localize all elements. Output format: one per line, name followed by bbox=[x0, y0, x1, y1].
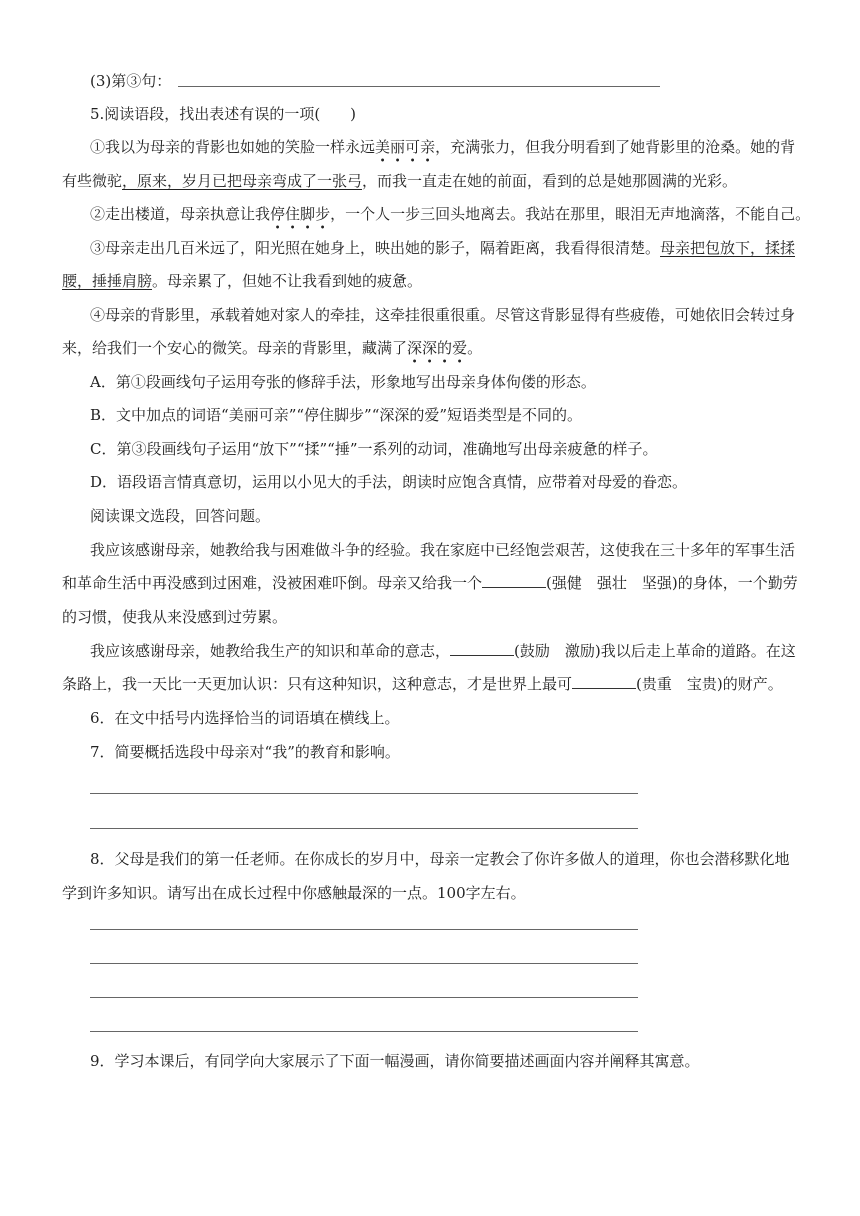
reading-paraA-line3: 的习惯，使我从来没感到过劳累。 bbox=[62, 608, 288, 626]
q5-para4-line1: ④母亲的背影里，承载着她对家人的牵挂，这牵挂很重很重。尽管这背影显得有些疲倦，可她依旧会转过身 bbox=[90, 306, 796, 324]
dotted-char: 深 bbox=[407, 339, 423, 357]
text-run: 和革命生活中再没感到过困难，没被困难吓倒。母亲又给我一个 bbox=[62, 574, 483, 592]
dotted-char: 丽 bbox=[390, 138, 406, 156]
dotted-char: 可 bbox=[405, 138, 421, 156]
q7-stem: 7．简要概括选段中母亲对“我”的教育和影响。 bbox=[90, 743, 400, 761]
q8-answer-line-3[interactable] bbox=[90, 997, 638, 998]
text-run: (鼓励 激励)我以后走上革命的道路。在这 bbox=[514, 642, 796, 660]
dotted-char: 步 bbox=[315, 205, 331, 223]
fill-blank-2[interactable] bbox=[450, 641, 514, 656]
text-run: 我应该感谢母亲，她教给我生产的知识和革命的意志， bbox=[90, 642, 451, 660]
fill-blank-1[interactable] bbox=[482, 573, 546, 588]
text-run: ，充满张力，但我分明看到了她背影里的沧桑。她的背 bbox=[435, 138, 796, 156]
q8-stem-line1: 8．父母是我们的第一任老师。在你成长的岁月中，母亲一定教会了你许多做人的道理，你也会潜移默化地 bbox=[90, 850, 790, 868]
dotted-char: 亲 bbox=[420, 138, 436, 156]
q5-option-d[interactable]: D．语段语言情真意切，运用以小见大的手法，朗读时应饱含真情，应带着对母爱的眷恋。 bbox=[90, 473, 688, 491]
q5-para1-line2 bbox=[62, 170, 737, 192]
reading-paraB-line2 bbox=[62, 673, 783, 695]
text-run: ③母亲走出几百米远了，阳光照在她身上，映出她的影子，隔着距离，我看得很清楚。 bbox=[90, 239, 661, 257]
text-run: 。 bbox=[467, 339, 483, 357]
reading-paraB-line1 bbox=[90, 640, 796, 662]
underlined-sentence: 母亲把包放下，揉揉 bbox=[660, 239, 796, 257]
reading-paraA-line2 bbox=[62, 572, 798, 594]
q8-answer-line-1[interactable] bbox=[90, 929, 638, 930]
q5-option-c[interactable]: C．第③段画线句子运用“放下”“揉”“捶”一系列的动词，准确地写出母亲疲惫的样子。 bbox=[90, 440, 658, 458]
q5-option-a[interactable]: A．第①段画线句子运用夸张的修辞手法，形象地写出母亲身体佝偻的形态。 bbox=[90, 373, 596, 391]
text-run: 来，给我们一个安心的微笑。母亲的背影里，藏满了 bbox=[62, 339, 408, 357]
q5-para1-line1 bbox=[90, 136, 795, 158]
text-run: ①我以为母亲的背影也如她的笑脸一样永远 bbox=[90, 138, 376, 156]
text-run: ②走出楼道，母亲执意让我 bbox=[90, 205, 271, 223]
q7-answer-line-2[interactable] bbox=[90, 828, 638, 829]
text-run: 。母亲累了，但她不让我看到她的疲惫。 bbox=[152, 272, 423, 290]
text-run: ，而我一直走在她的前面，看到的总是她那圆满的光彩。 bbox=[362, 172, 738, 190]
q5-para4-line2 bbox=[62, 337, 482, 359]
q5-para3-line2 bbox=[62, 270, 422, 292]
q4-item3-label: (3)第③句： bbox=[90, 72, 172, 90]
q5-para2 bbox=[90, 203, 810, 225]
dotted-char: 的 bbox=[437, 339, 453, 357]
dotted-char: 脚 bbox=[300, 205, 316, 223]
text-run: 有些微驼 bbox=[62, 172, 123, 190]
q5-option-b[interactable]: B．文中加点的词语“美丽可亲”“停住脚步”“深深的爱”短语类型是不同的。 bbox=[90, 406, 583, 424]
reading-intro: 阅读课文选段，回答问题。 bbox=[90, 507, 271, 525]
fill-blank-3[interactable] bbox=[572, 674, 636, 689]
q8-stem-line2: 学到许多知识。请写出在成长过程中你感触最深的一点。100字左右。 bbox=[62, 884, 526, 902]
q4-item3-answer-line[interactable] bbox=[178, 86, 660, 87]
dotted-char: 美 bbox=[375, 138, 391, 156]
q5-stem: 5.阅读语段，找出表述有误的一项( ) bbox=[90, 105, 357, 123]
q7-answer-line-1[interactable] bbox=[90, 793, 638, 794]
text-run: (强健 强壮 坚强)的身体，一个勤劳 bbox=[546, 574, 798, 592]
q5-para3-line1 bbox=[90, 237, 795, 259]
reading-paraA-line1: 我应该感谢母亲，她教给我与困难做斗争的经验。我在家庭中已经饱尝艰苦，这使我在三十多年的军事生活 bbox=[90, 541, 796, 559]
dotted-char: 爱 bbox=[452, 339, 468, 357]
q6-stem: 6．在文中括号内选择恰当的词语填在横线上。 bbox=[90, 709, 400, 727]
q9-stem: 9．学习本课后，有同学向大家展示了下面一幅漫画，请你简要描述画面内容并阐释其寓意。 bbox=[90, 1052, 700, 1070]
dotted-char: 住 bbox=[285, 205, 301, 223]
text-run: ，一个人一步三回头地离去。我站在那里，眼泪无声地滴落，不能自己。 bbox=[330, 205, 811, 223]
underlined-sentence: ，原来，岁月已把母亲弯成了一张弓 bbox=[122, 172, 363, 190]
underlined-sentence: 腰，捶捶肩膀 bbox=[62, 272, 153, 290]
q8-answer-line-4[interactable] bbox=[90, 1031, 638, 1032]
q8-answer-line-2[interactable] bbox=[90, 963, 638, 964]
dotted-char: 深 bbox=[422, 339, 438, 357]
text-run: 条路上，我一天比一天更加认识：只有这种知识，这种意志，才是世界上最可 bbox=[62, 675, 573, 693]
text-run: (贵重 宝贵)的财产。 bbox=[636, 675, 783, 693]
dotted-char: 停 bbox=[270, 205, 286, 223]
